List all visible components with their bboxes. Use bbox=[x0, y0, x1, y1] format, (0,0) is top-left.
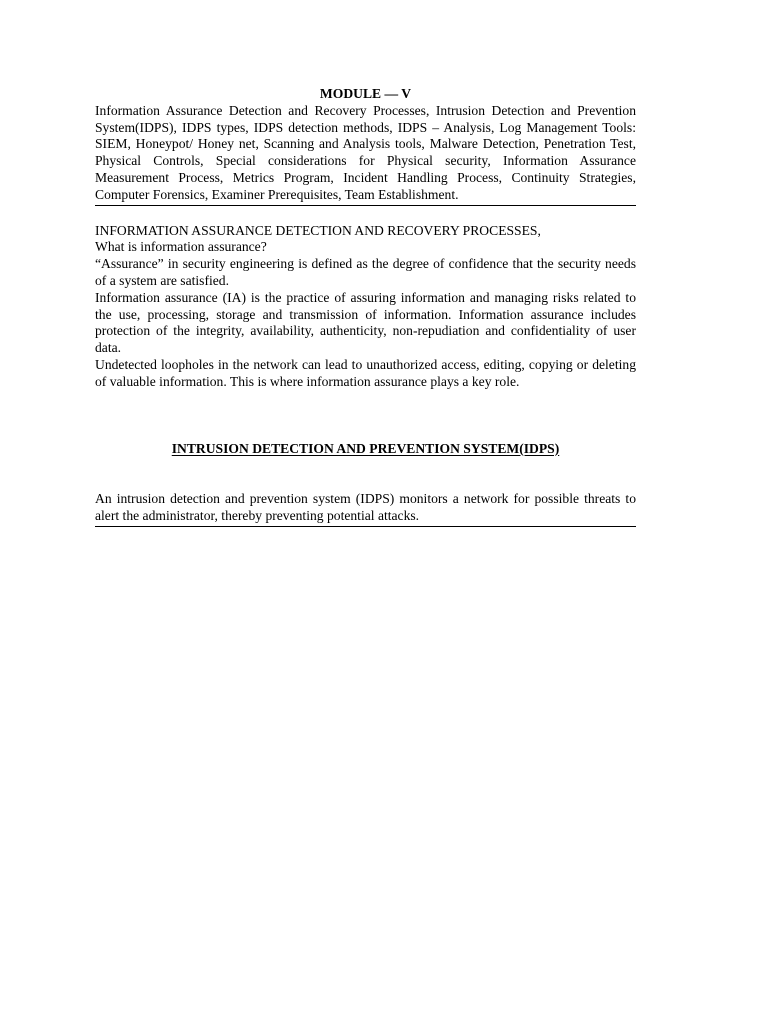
assurance-definition-paragraph: “Assurance” in security engineering is defined as the degree of confidence that the security needs of a system are satisfied. bbox=[95, 256, 636, 288]
section-heading-information-assurance: INFORMATION ASSURANCE DETECTION AND RECOVERY PROCESSES, bbox=[95, 222, 541, 238]
idps-paragraph: An intrusion detection and prevention system (IDPS) monitors a network for possible threats to alert the administrator, thereby preventing potential attacks. bbox=[95, 491, 636, 527]
document-page bbox=[95, 86, 636, 527]
loopholes-paragraph: Undetected loopholes in the network can lead to unauthorized access, editing, copying or deleting of valuable information. This is where information assurance plays a key role. bbox=[95, 356, 636, 389]
module-title: MODULE — V bbox=[319, 86, 412, 101]
question-text: What is information assurance? bbox=[95, 239, 267, 255]
module-syllabus: Information Assurance Detection and Recovery Processes, Intrusion Detection and Prevention System(IDPS), IDPS types, IDPS detection methods, IDPS – Analysis, Log Management Tools: SIEM, Honeypot/ Honey net, Scanning and Analysis tools, Malware Detection, Penetration Test, Physical Controls, Special considerations for Physical security, Information Assurance Measurement Process, Metrics Program, Incident Handling Process, Continuity Strategies, Computer Forensics, Examiner Prerequisites, Team Establishment. bbox=[95, 103, 636, 206]
ia-practice-paragraph: Information assurance (IA) is the practice of assuring information and managing risks related to the use, processing, storage and transmission of information. Information assurance includes protection of the integrity, availability, authenticity, non-repudiation and confidentiality of user data. bbox=[95, 289, 636, 356]
section-heading-idps: INTRUSION DETECTION AND PREVENTION SYSTEM(IDPS) bbox=[171, 440, 560, 456]
